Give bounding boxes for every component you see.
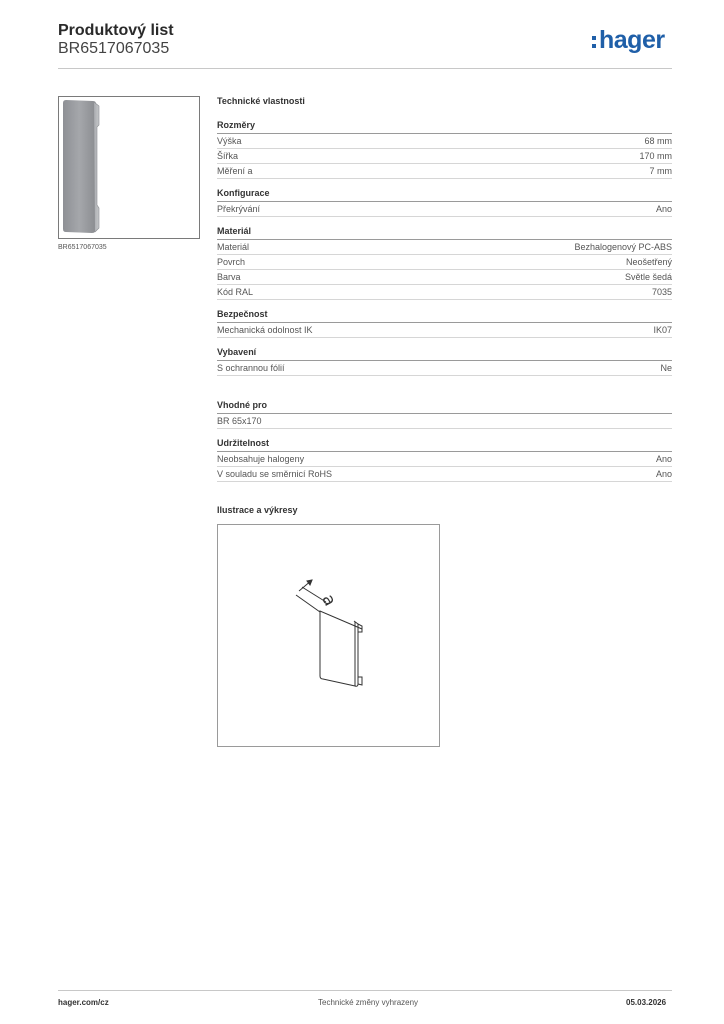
spec-value: Ano xyxy=(655,469,672,479)
page-title: Produktový list xyxy=(58,22,174,39)
footer-divider xyxy=(58,990,672,991)
technical-drawing-icon xyxy=(218,525,439,746)
spec-row xyxy=(217,414,672,429)
product-reference: BR6517067035 xyxy=(58,40,170,57)
spec-label: Neobsahuje halogeny xyxy=(217,454,305,464)
spec-row xyxy=(217,361,672,376)
spec-row xyxy=(217,149,672,164)
spec-value: 170 mm xyxy=(639,151,672,161)
cover-panel-photo-icon xyxy=(59,97,199,238)
footer-notice: Technické změny vyhrazeny xyxy=(318,998,419,1007)
group-title-dimensions: Rozměry xyxy=(217,120,672,134)
specs-title: Technické vlastnosti xyxy=(217,96,305,106)
spec-label: Překrývání xyxy=(217,204,261,214)
technical-specs xyxy=(217,96,672,482)
product-image-frame xyxy=(58,96,200,239)
group-title-equipment: Vybavení xyxy=(217,347,672,361)
header-divider xyxy=(58,68,672,69)
spec-label: Šířka xyxy=(217,151,239,161)
group-title-safety: Bezpečnost xyxy=(217,309,672,323)
group-title-configuration: Konfigurace xyxy=(217,188,672,202)
footer-website-link[interactable]: hager.com/cz xyxy=(58,998,109,1007)
spec-value: Bezhalogenový PC-ABS xyxy=(574,242,672,252)
spec-label: S ochrannou fólií xyxy=(217,363,285,373)
group-title-material: Materiál xyxy=(217,226,672,240)
logo-text: hager xyxy=(599,26,665,54)
illustration-frame xyxy=(217,524,440,747)
spec-row xyxy=(217,202,672,217)
spec-row xyxy=(217,134,672,149)
spec-row xyxy=(217,240,672,255)
group-title-suitable-for: Vhodné pro xyxy=(217,400,672,414)
spec-label: Povrch xyxy=(217,257,246,267)
spec-row xyxy=(217,255,672,270)
spec-label: Barva xyxy=(217,272,241,282)
spec-label: Měření a xyxy=(217,166,253,176)
dimension-a-label: a xyxy=(317,591,340,610)
spec-value: Světle šedá xyxy=(624,272,672,282)
footer-date: 05.03.2026 xyxy=(626,998,667,1007)
spec-row xyxy=(217,467,672,482)
spec-label: V souladu se směrnicí RoHS xyxy=(217,469,333,479)
group-title-sustainability: Udržitelnost xyxy=(217,438,672,452)
spec-label: Mechanická odolnost IK xyxy=(217,325,313,335)
spec-row xyxy=(217,452,672,467)
spec-value: Neošetřený xyxy=(625,257,672,267)
logo-colon-icon xyxy=(592,33,596,49)
product-caption: BR6517067035 xyxy=(58,244,107,251)
spec-row xyxy=(217,285,672,300)
spec-label: BR 65x170 xyxy=(217,416,262,426)
spec-value: IK07 xyxy=(653,325,672,335)
spec-label: Materiál xyxy=(217,242,250,252)
spec-value: Ne xyxy=(660,363,672,373)
hager-logo xyxy=(592,26,665,55)
spec-value: 7035 xyxy=(651,287,672,297)
spec-value: 7 mm xyxy=(649,166,672,176)
spec-row xyxy=(217,323,672,338)
spec-row xyxy=(217,164,672,179)
spec-label: Kód RAL xyxy=(217,287,254,297)
illustrations-title: Ilustrace a výkresy xyxy=(217,505,298,515)
spec-value: Ano xyxy=(655,454,672,464)
spec-row xyxy=(217,270,672,285)
spec-value: Ano xyxy=(655,204,672,214)
spec-value: 68 mm xyxy=(644,136,672,146)
spec-label: Výška xyxy=(217,136,242,146)
